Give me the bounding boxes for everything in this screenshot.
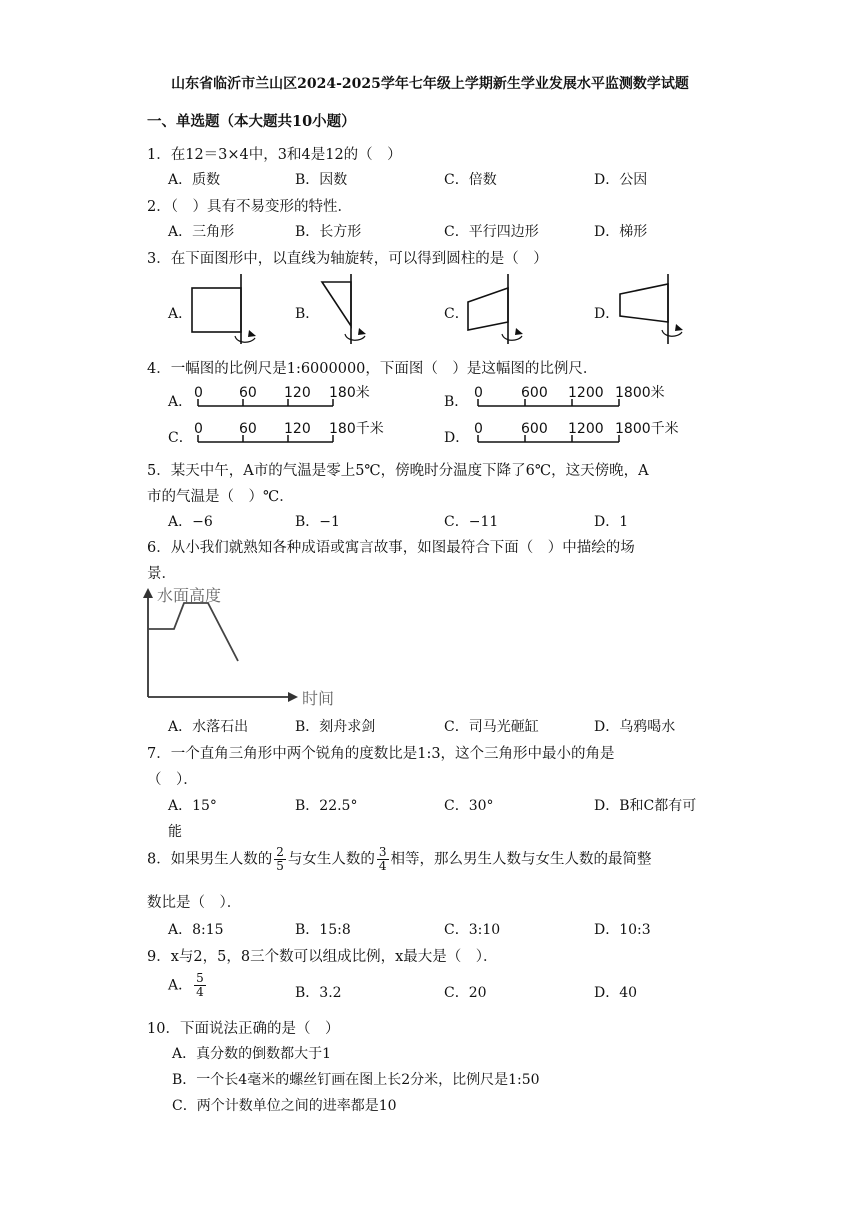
q5-option-c[interactable]: C．−11 [444,514,499,530]
page-title: 山东省临沂市兰山区2024-2025学年七年级上学期新生学业发展水平监测数学试题 [171,76,689,92]
q3-option-c[interactable]: C． [444,306,469,322]
q2-option-a[interactable]: A．三角形 [168,224,235,240]
q5-option-a[interactable]: A．−6 [168,514,213,530]
scale-tick-label: 600 [521,385,548,401]
q5-stem-line1: 5．某天中午，A市的气温是零上5℃，傍晚时分温度下降了6℃，这天傍晚，A [147,463,649,479]
q5-option-d[interactable]: D．1 [594,514,629,530]
q6-stem-line1: 6．从小我们就熟知各种成语或寓言故事，如图最符合下面（ ）中描绘的场 [147,540,635,556]
q1-option-d[interactable]: D．公因 [594,172,648,188]
q6-water-level-graph [140,585,340,710]
q1-option-b[interactable]: B．因数 [295,172,348,188]
section-heading: 一、单选题（本大题共10小题） [147,113,356,130]
q7-option-b[interactable]: B．22.5° [295,798,358,814]
q3-figure-b [315,270,395,350]
scale-tick-label: 1800米 [615,385,665,401]
y-axis-arrow [143,588,153,598]
scale-tick-label: 180千米 [329,421,384,437]
q7-option-d[interactable]: D．B和C都有可 [594,798,697,814]
q9-option-b[interactable]: B．3.2 [295,985,342,1001]
q8-post: 相等，那么男生人数与女生人数的最简整 [390,851,652,868]
q9-fraction-5-4: $\frac{5}{4}$ [196,971,204,999]
q4-scale-a [190,384,370,410]
q7-stem-line2: （ ）． [147,772,198,788]
scale-tick-label: 120 [284,385,311,401]
q4-scale-b [470,384,665,410]
scale-tick-label: 0 [474,385,483,401]
q10-option-c[interactable]: C．两个计数单位之间的进率都是10 [172,1098,397,1114]
q6-option-a[interactable]: A．水落石出 [168,719,249,735]
q8-fraction-3-4: $\frac{3}{4}$ [378,845,387,873]
q10-option-b[interactable]: B．一个长4毫米的螺丝钉画在图上长2分米，比例尺是1:50 [172,1072,540,1088]
q1-option-a[interactable]: A．质数 [168,172,221,188]
q2-option-b[interactable]: B．长方形 [295,224,362,240]
q10-option-a[interactable]: A．真分数的倒数都大于1 [172,1046,332,1062]
scale-tick-label: 1800千米 [615,421,679,437]
q3-figure-c [460,270,540,350]
q2-stem: 2．（ ）具有不易变形的特性． [147,199,352,215]
q7-option-c[interactable]: C．30° [444,798,494,814]
q3-option-d[interactable]: D． [594,306,620,322]
scale-tick-label: 0 [194,385,203,401]
q7-stem-line1: 7．一个直角三角形中两个锐角的度数比是1:3，这个三角形中最小的角是 [147,746,615,762]
q5-stem-line2: 市的气温是（ ）℃． [147,489,294,505]
scale-tick-label: 180米 [329,385,370,401]
q6-option-c[interactable]: C．司马光砸缸 [444,719,539,735]
scale-tick-label: 1200 [568,385,604,401]
q3-figure-d [612,270,702,350]
q3-stem: 3．在下面图形中，以直线为轴旋转，可以得到圆柱的是（ ） [147,251,548,267]
q7-option-a[interactable]: A．15° [168,798,217,814]
q4-option-b[interactable]: B． [444,394,469,410]
q8-option-c[interactable]: C．3:10 [444,922,501,938]
q9-option-c[interactable]: C．20 [444,985,487,1001]
q7-option-d-cont: 能 [168,824,182,840]
scale-tick-label: 60 [239,421,257,437]
q4-option-c[interactable]: C． [168,430,193,446]
q4-scale-c [190,420,384,446]
q10-stem: 10．下面说法正确的是（ ） [147,1021,340,1037]
q2-option-c[interactable]: C．平行四边形 [444,224,539,240]
q8-stem-line1 [147,846,652,873]
scale-tick-label: 60 [239,385,257,401]
q3-option-a[interactable]: A． [168,306,193,322]
scale-tick-label: 0 [194,421,203,437]
q8-fraction-2-5: $\frac{2}{5}$ [276,845,284,873]
q2-option-d[interactable]: D．梯形 [594,224,648,240]
q1-option-c[interactable]: C．倍数 [444,172,497,188]
scale-tick-label: 0 [474,421,483,437]
q8-pre: 8．如果男生人数的 [147,851,273,868]
scale-tick-label: 120 [284,421,311,437]
scale-tick-label: 1200 [568,421,604,437]
q9-option-d[interactable]: D．40 [594,985,638,1001]
q8-option-a[interactable]: A．8:15 [168,922,224,938]
q4-scale-d [470,420,679,446]
scale-tick-label: 600 [521,421,548,437]
water-level-line [148,603,238,661]
x-axis-arrow [288,692,298,702]
q8-option-d[interactable]: D．10:3 [594,922,651,938]
q8-option-b[interactable]: B．15:8 [295,922,351,938]
q3-figure-a [185,270,265,350]
q8-stem-line2: 数比是（ ）． [147,895,242,911]
q6-option-b[interactable]: B．刻舟求剑 [295,719,376,735]
x-axis-label: 时间 [302,689,335,708]
q3-option-b[interactable]: B． [295,306,320,322]
q4-option-d[interactable]: D． [444,430,470,446]
q4-option-a[interactable]: A． [168,394,193,410]
q9-option-a[interactable]: A． $\frac{5}{4}$ [168,971,204,999]
q1-stem: 1．在12＝3×4中，3和4是12的（ ） [147,147,402,163]
q8-mid: 与女生人数的 [287,851,375,868]
y-axis-label: 水面高度 [157,586,222,605]
q9-stem: 9．x与2，5，8三个数可以组成比例，x最大是（ ）． [147,949,498,965]
q5-option-b[interactable]: B．−1 [295,514,340,530]
q6-stem-line2: 景． [147,566,176,582]
q6-option-d[interactable]: D．乌鸦喝水 [594,719,676,735]
q4-stem: 4．一幅图的比例尺是1:6000000，下面图（ ）是这幅图的比例尺． [147,361,598,377]
